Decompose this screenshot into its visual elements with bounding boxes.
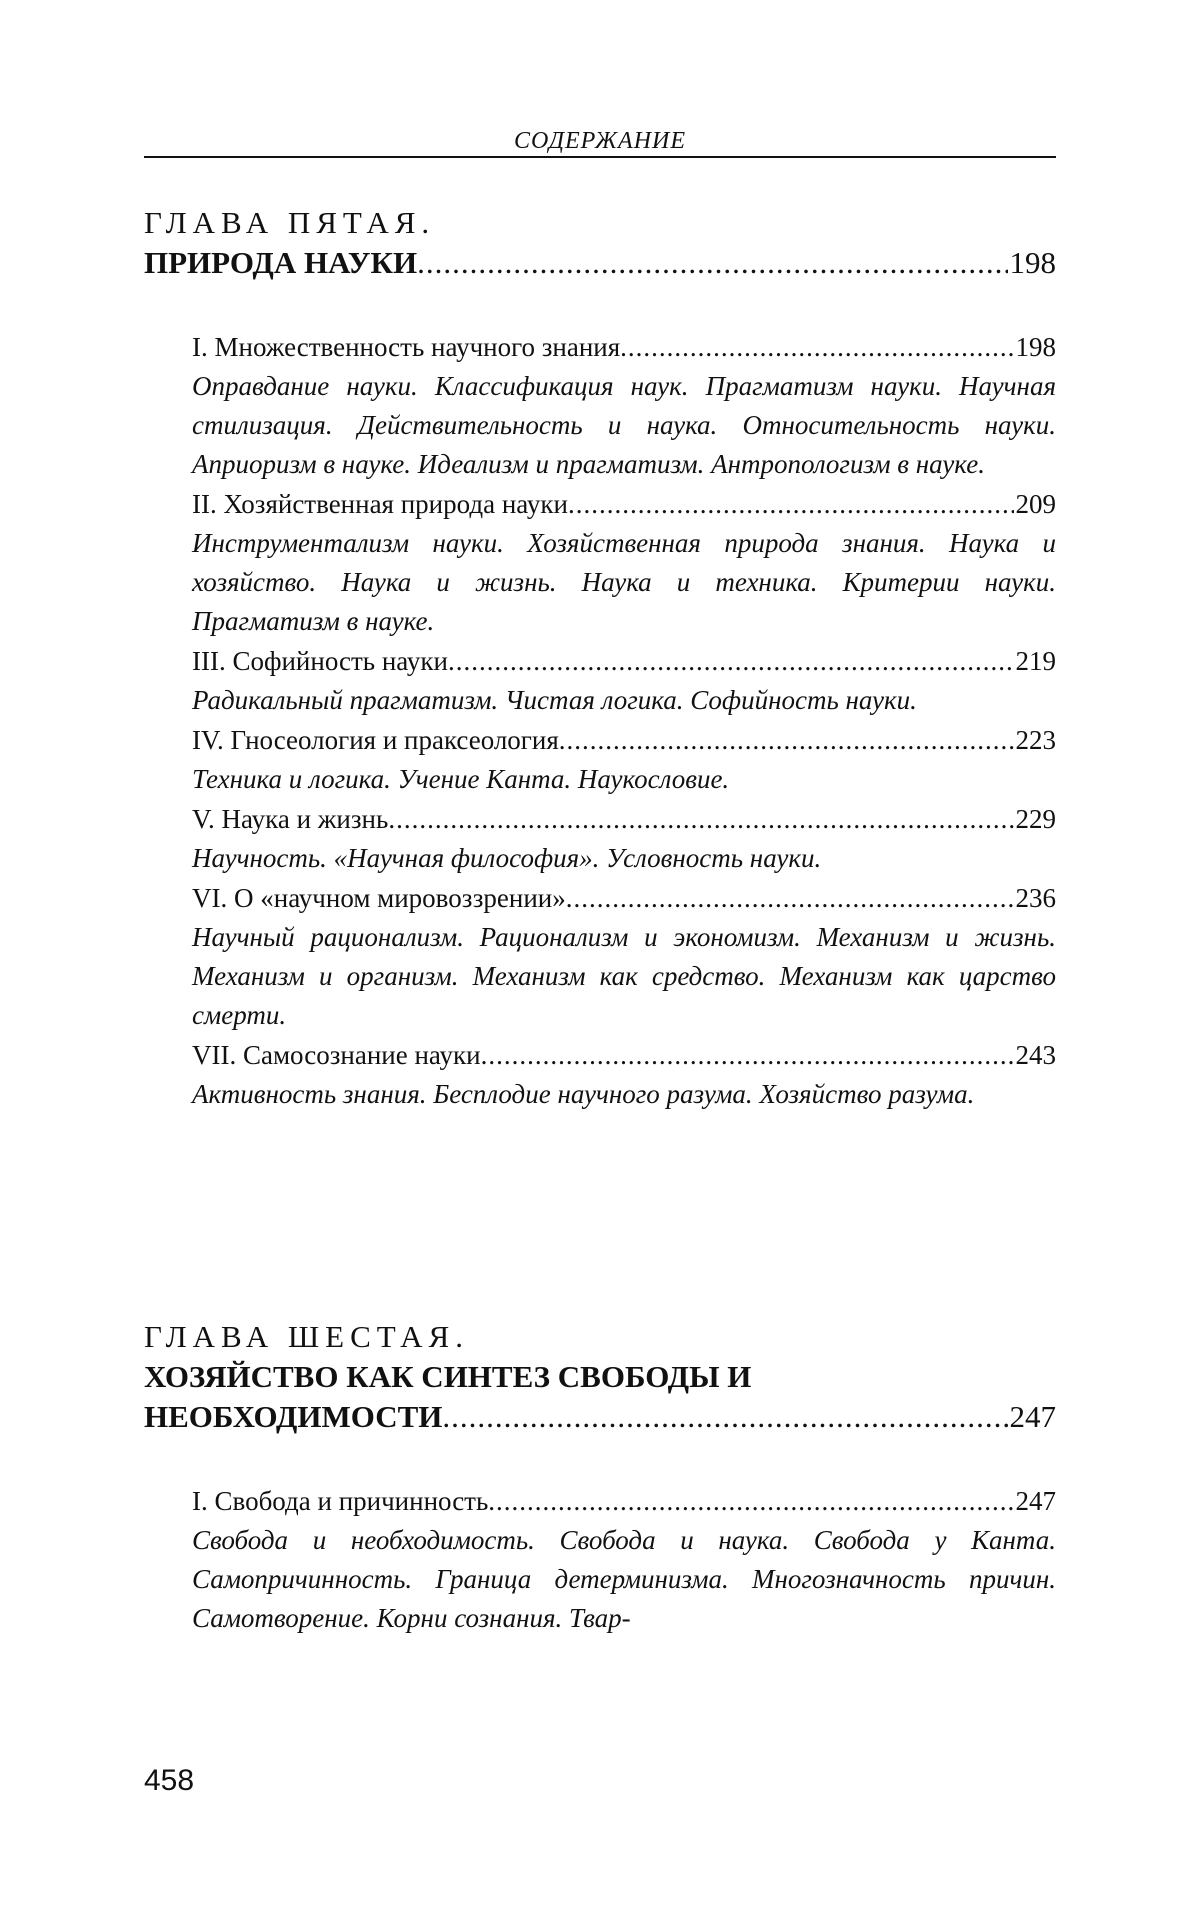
toc-section — [192, 799, 1056, 878]
page-number: 458 — [144, 1764, 195, 1797]
chapter-6-sections — [192, 1481, 1056, 1638]
section-line — [192, 1035, 1056, 1075]
chapter-5-title: ПРИРОДА НАУКИ — [144, 245, 418, 280]
dot-leader — [566, 878, 1014, 918]
dot-leader — [559, 720, 1014, 760]
section-title: VI. О «научном мировоззрении» — [192, 883, 566, 913]
section-page: 223 — [1015, 725, 1056, 755]
section-title: I. Свобода и причинность — [192, 1486, 489, 1516]
section-line — [192, 1481, 1056, 1521]
toc-section — [192, 327, 1056, 484]
header-rule — [144, 156, 1056, 158]
dot-leader — [481, 1035, 1014, 1075]
section-topics: Свобода и необходимость. Свобода и наука. Свобода у Канта. Самопричинность. Граница детерминизма. Многозначность причин. Самотворение. Корни сознания. Твар- — [192, 1525, 1056, 1633]
section-title: I. Множественность научного знания — [192, 332, 621, 362]
chapter-6-page: 247 — [1009, 1399, 1056, 1434]
section-line — [192, 720, 1056, 760]
chapter-6-heading — [144, 1317, 1056, 1437]
section-title: V. Наука и жизнь — [192, 804, 389, 834]
section-title: II. Хозяйственная природа науки — [192, 489, 568, 519]
section-line — [192, 484, 1056, 524]
section-topics: Оправдание науки. Классификация наук. Прагматизм науки. Научная стилизация. Действительность и наука. Относительность науки. Априоризм в науке. Идеализм и прагматизм. Антропологизм в науке. — [192, 371, 1056, 479]
dot-leader — [442, 1397, 1007, 1437]
section-topics: Научность. «Научная философия». Условность науки. — [192, 843, 822, 873]
toc-section — [192, 720, 1056, 799]
toc-section — [192, 484, 1056, 641]
section-line — [192, 878, 1056, 918]
section-page: 198 — [1015, 332, 1056, 362]
chapter-5-heading — [144, 203, 1056, 283]
section-line — [192, 799, 1056, 839]
section-page: 209 — [1015, 489, 1056, 519]
toc-section — [192, 878, 1056, 1035]
chapter-6-title-line-1: ХОЗЯЙСТВО КАК СИНТЕЗ СВОБОДЫ И — [144, 1359, 752, 1394]
chapter-5-label: ГЛАВА ПЯТАЯ. — [144, 205, 436, 240]
running-head: СОДЕРЖАНИЕ — [513, 128, 687, 154]
dot-leader — [568, 484, 1014, 524]
chapter-5-page: 198 — [1009, 245, 1056, 280]
section-page: 236 — [1015, 883, 1056, 913]
chapter-5-sections — [192, 327, 1056, 1114]
section-line — [192, 641, 1056, 681]
chapter-6-label: ГЛАВА ШЕСТАЯ. — [144, 1319, 469, 1354]
section-page: 243 — [1015, 1040, 1056, 1070]
dot-leader — [620, 327, 1013, 367]
section-title: III. Софийность науки — [192, 646, 448, 676]
chapter-6-title-line-2 — [144, 1397, 1056, 1437]
section-title: VII. Самосознание науки — [192, 1040, 481, 1070]
toc-section — [192, 1481, 1056, 1638]
section-topics: Активность знания. Бесплодие научного разума. Хозяйство разума. — [192, 1079, 975, 1109]
section-page: 229 — [1015, 804, 1056, 834]
section-line — [192, 327, 1056, 367]
section-topics: Техника и логика. Учение Канта. Наукословие. — [192, 764, 730, 794]
dot-leader — [417, 243, 1007, 283]
section-topics: Научный рационализм. Рационализм и экономизм. Механизм и жизнь. Механизм и организм. Механизм как средство. Механизм как царство смерти. — [192, 922, 1056, 1030]
dot-leader — [388, 799, 1013, 839]
section-title: IV. Гносеология и праксеология — [192, 725, 559, 755]
dot-leader — [448, 641, 1014, 681]
section-page: 247 — [1015, 1486, 1056, 1516]
dot-leader — [488, 1481, 1013, 1521]
chapter-5-title-line — [144, 243, 1056, 283]
section-topics: Инструментализм науки. Хозяйственная природа знания. Наука и хозяйство. Наука и жизнь. Наука и техника. Критерии науки. Прагматизм в науке. — [192, 528, 1056, 636]
chapter-6-title: НЕОБХОДИМОСТИ — [144, 1399, 443, 1434]
section-page: 219 — [1015, 646, 1056, 676]
section-topics: Радикальный прагматизм. Чистая логика. Софийность науки. — [192, 685, 917, 715]
toc-section — [192, 1035, 1056, 1114]
toc-section — [192, 641, 1056, 720]
